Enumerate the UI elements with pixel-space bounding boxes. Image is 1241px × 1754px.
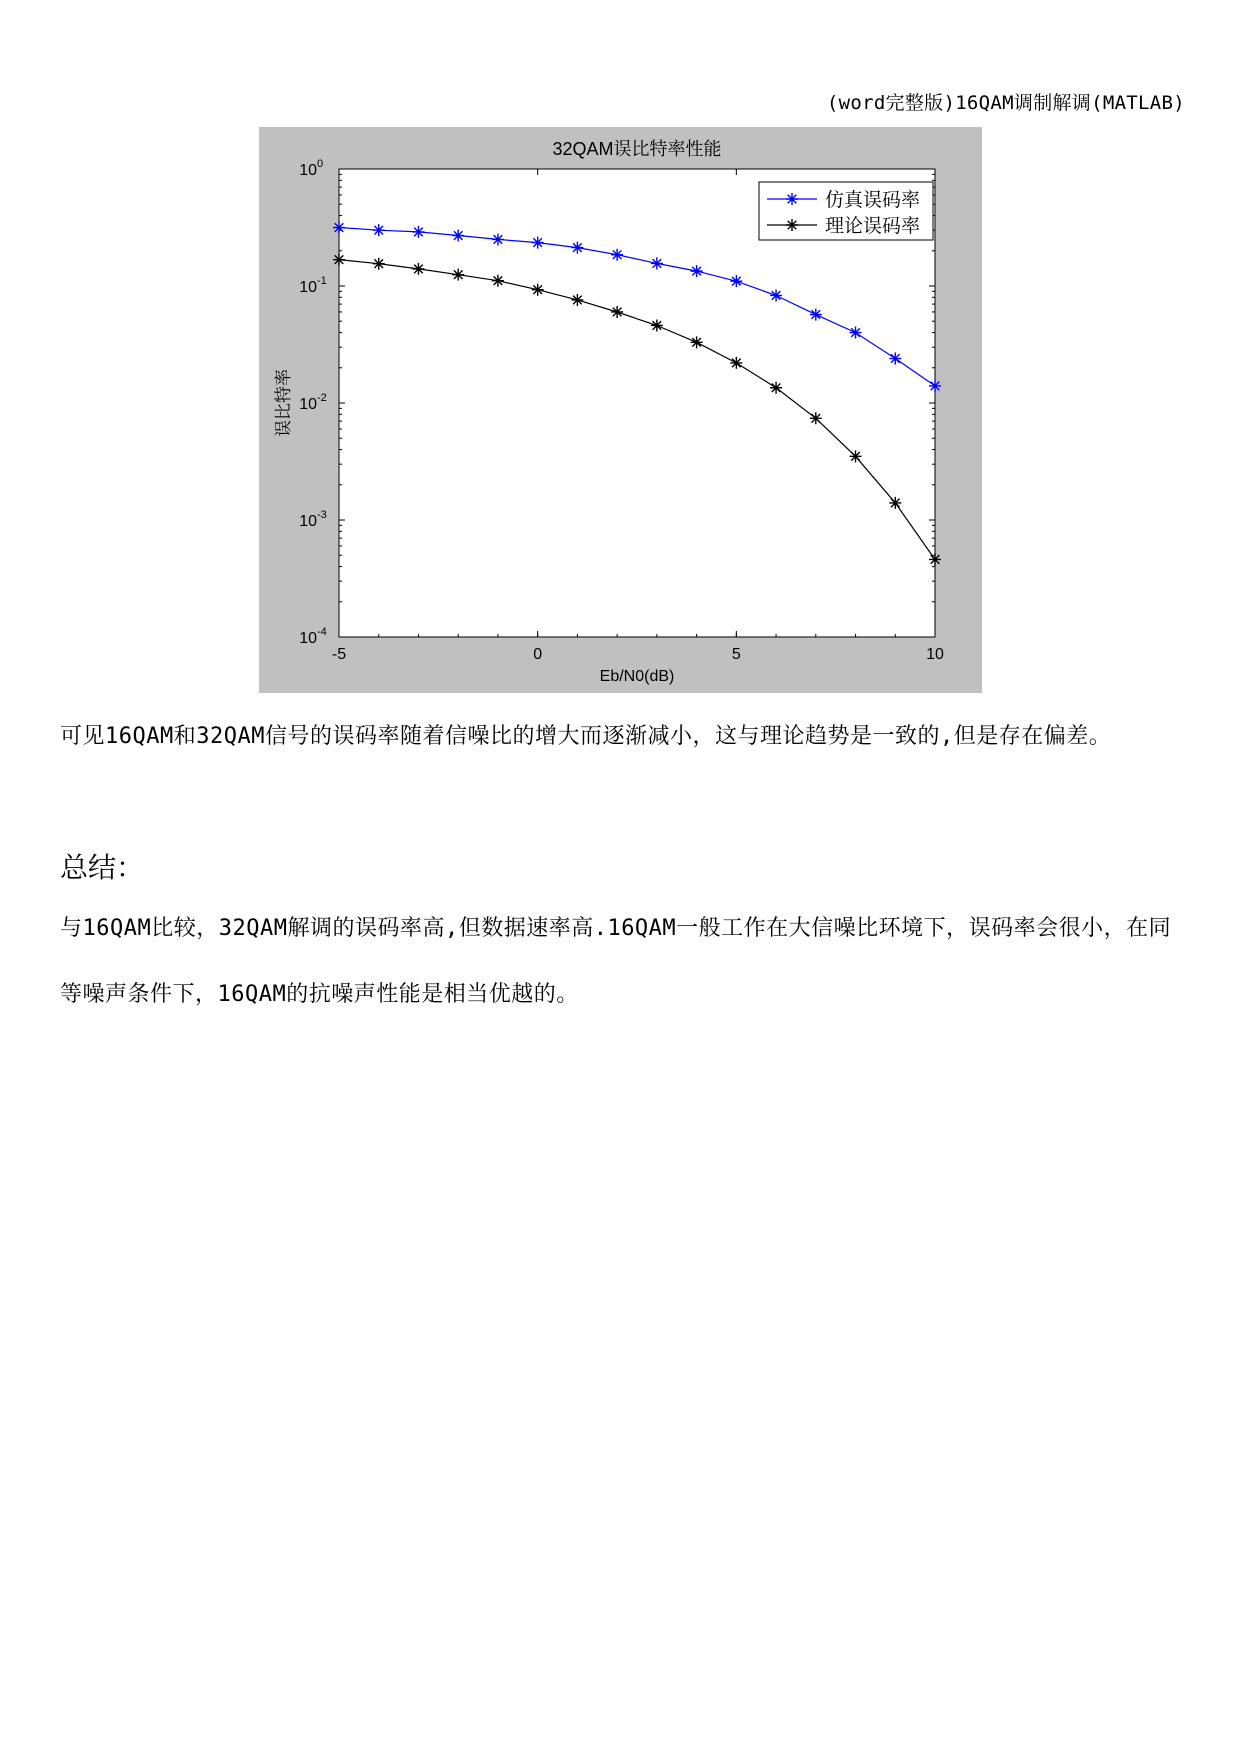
data-point (492, 233, 504, 245)
y-tick-exponent: -4 (317, 626, 327, 638)
y-axis-label: 误比特率 (274, 369, 293, 437)
data-point (730, 275, 742, 287)
data-point (691, 265, 703, 277)
x-axis-label: Eb/N0(dB) (599, 668, 675, 685)
data-point (492, 275, 504, 287)
data-point (412, 226, 424, 238)
legend-label: 理论误码率 (825, 215, 921, 237)
data-point (373, 224, 385, 236)
data-point (889, 497, 901, 509)
data-point (651, 257, 663, 269)
data-point (333, 254, 345, 266)
data-point (333, 222, 345, 234)
data-point (532, 237, 544, 249)
data-point (889, 353, 901, 365)
data-point (730, 357, 742, 369)
y-tick-exponent: 0 (317, 158, 324, 170)
data-point (850, 327, 862, 339)
data-point (770, 382, 782, 394)
data-point (611, 306, 623, 318)
chart-figure (259, 127, 982, 693)
data-point (532, 284, 544, 296)
data-point (373, 258, 385, 270)
y-tick-label: 10 (299, 396, 317, 413)
data-point (452, 269, 464, 281)
legend-marker (786, 193, 798, 205)
data-point (452, 230, 464, 242)
x-tick-label: -5 (331, 646, 347, 663)
data-point (571, 242, 583, 254)
y-tick-exponent: -1 (317, 275, 327, 287)
legend (759, 182, 933, 240)
y-tick-exponent: -3 (317, 509, 327, 521)
page-header: (word完整版)16QAM调制解调(MATLAB) (826, 92, 1185, 114)
paragraph-summary: 与16QAM比较，32QAM解调的误码率高,但数据速率高.16QAM一般工作在大信噪比环境下，误码率会很小，在同等噪声条件下，16QAM的抗噪声性能是相当优越的。 (60, 916, 1172, 1007)
data-point (929, 380, 941, 392)
x-tick-label: 10 (926, 646, 944, 663)
data-point (412, 263, 424, 275)
data-point (929, 553, 941, 565)
data-point (571, 294, 583, 306)
paragraph-observation: 可见16QAM和32QAM信号的误码率随着信噪比的增大而逐渐减小，这与理论趋势是一致的,但是存在偏差。 (60, 724, 1112, 749)
data-point (611, 249, 623, 261)
legend-marker (786, 219, 798, 231)
data-point (691, 336, 703, 348)
data-point (810, 412, 822, 424)
section-heading-summary: 总结： (60, 851, 145, 884)
chart-title: 32QAM误比特率性能 (552, 139, 722, 159)
data-point (850, 450, 862, 462)
ber-chart (259, 127, 982, 693)
y-tick-label: 10 (299, 630, 317, 647)
data-point (810, 309, 822, 321)
y-tick-exponent: -2 (317, 392, 327, 404)
data-point (770, 289, 782, 301)
legend-label: 仿真误码率 (825, 189, 921, 211)
data-point (651, 319, 663, 331)
x-tick-label: 5 (731, 646, 741, 663)
y-tick-label: 10 (299, 279, 317, 296)
y-tick-label: 10 (299, 513, 317, 530)
y-tick-label: 10 (299, 162, 317, 179)
x-tick-label: 0 (533, 646, 543, 663)
